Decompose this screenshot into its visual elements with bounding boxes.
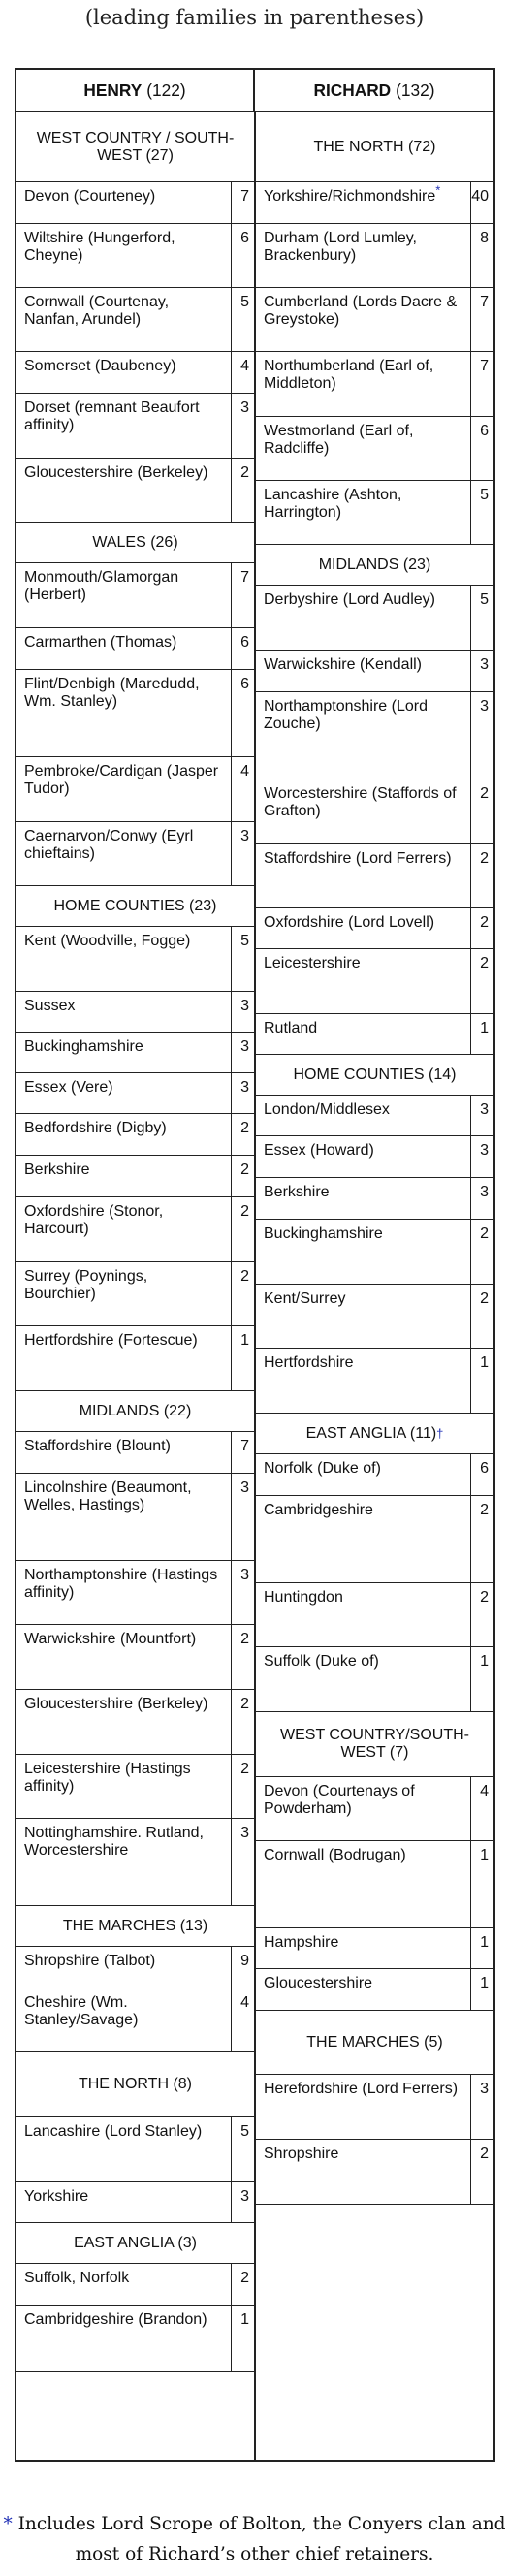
county-name [16,927,231,991]
retainer-count: 2 [231,1625,254,1689]
county-name [16,1690,231,1754]
retainer-count: 6 [231,670,254,756]
retainer-count: 2 [470,1285,493,1348]
county-name [16,1156,231,1196]
retainer-count: 2 [470,908,493,948]
richard-county-row [256,1647,493,1712]
henry-region-header [16,886,254,927]
henry-county-row [16,1073,254,1114]
retainer-count: 3 [231,1561,254,1624]
henry-county-row [16,459,254,523]
county-label: Lancashire (Lord Stanley) [24,2123,203,2140]
richard-county-row [256,1496,493,1583]
richard-county-row [256,844,493,908]
county-name [16,2117,231,2181]
county-label: Buckinghamshire [24,1038,143,1055]
henry-county-row [16,1432,254,1474]
retainer-count: 3 [231,394,254,458]
county-name [256,352,470,416]
table-header-row [16,70,493,112]
henry-county-row [16,1690,254,1755]
county-label: Cumberland (Lords Dacre & Greystoke) [264,294,458,328]
county-label: Cambridgeshire (Brandon) [24,2311,207,2328]
county-label: Cheshire (Wm. Stanley/Savage) [24,1994,139,2028]
richard-county-row [256,779,493,844]
county-name [16,2264,231,2305]
retainer-count: 4 [231,757,254,821]
county-name [256,182,470,223]
county-name [16,1474,231,1560]
retainer-count: 7 [470,288,493,351]
richard-header-count: (132) [396,80,435,100]
region-label: EAST ANGLIA (11) [305,1424,437,1442]
county-name [256,1349,470,1413]
footnote [0,2509,509,2569]
richard-county-row [256,1136,493,1178]
henry-county-row [16,394,254,459]
retainer-count: 8 [470,224,493,287]
henry-county-row [16,563,254,628]
county-label: Carmarthen (Thomas) [24,634,177,651]
henry-county-row [16,992,254,1033]
richard-county-row [256,1928,493,1969]
retainer-count: 3 [231,2182,254,2222]
retainer-count: 5 [470,481,493,544]
county-label: Staffordshire (Lord Ferrers) [264,850,452,867]
henry-region-header [16,2052,254,2117]
county-label: Dorset (remnant Beaufort affinity) [24,399,200,433]
richard-region-header [256,1055,493,1096]
richard-county-row [256,1178,493,1220]
richard-county-row [256,1349,493,1414]
county-label: Kent/Surrey [264,1290,346,1307]
county-label: Essex (Vere) [24,1079,113,1096]
retainer-count: 4 [470,1777,493,1840]
county-label: Hampshire [264,1934,339,1951]
henry-header [16,70,255,112]
county-name [16,1561,231,1624]
henry-county-row [16,1561,254,1625]
retainer-count: 2 [470,949,493,1013]
county-name [256,1928,470,1968]
henry-county-row [16,1625,254,1690]
retainer-count: 3 [470,2075,493,2139]
county-label: Northumberland (Earl of, Middleton) [264,358,434,392]
retainer-count: 6 [231,224,254,287]
table-subtitle: (leading families in parentheses) [84,6,425,29]
retainer-count: 2 [470,844,493,907]
retainer-count: 1 [470,1647,493,1711]
region-label: MIDLANDS (22) [79,1402,192,1419]
retainer-count: 1 [470,1841,493,1927]
richard-region-header [256,112,493,182]
county-label: Leicestershire (Hastings affinity) [24,1761,191,1795]
richard-county-row [256,481,493,545]
richard-county-row [256,949,493,1014]
region-label: EAST ANGLIA (3) [74,2234,197,2251]
county-label: Gloucestershire (Berkeley) [24,1696,208,1712]
retainer-count: 7 [231,182,254,223]
henry-county-row [16,927,254,992]
richard-county-row [256,1583,493,1647]
county-name [16,1197,231,1261]
county-name [256,779,470,843]
county-label: Pembroke/Cardigan (Jasper Tudor) [24,763,219,797]
county-name [16,757,231,821]
county-name [16,1755,231,1818]
county-name [16,459,231,522]
footnote-text: Includes Lord Scrope of Bolton, the Conyers clan and most of Richard’s other chief retainers. [17,2514,506,2564]
retainer-count: 4 [231,1988,254,2051]
region-label: HOME COUNTIES (14) [293,1065,457,1083]
county-name [256,844,470,907]
region-label: WALES (26) [92,533,178,551]
table-body [16,112,493,2460]
retainer-count: 5 [231,2117,254,2181]
henry-county-row [16,288,254,352]
henry-county-row [16,1197,254,1262]
county-name [256,1285,470,1348]
henry-county-row [16,1156,254,1197]
henry-header-count: (122) [146,80,186,100]
richard-header-name: RICHARD [313,80,392,100]
county-name [16,394,231,458]
county-label: Worcestershire (Staffords of Grafton) [264,785,457,819]
county-label: Gloucestershire (Berkeley) [24,464,208,481]
county-name [16,1326,231,1390]
county-name [16,2182,231,2222]
county-name [16,628,231,669]
richard-region-header: EAST ANGLIA (11) † [256,1414,493,1454]
henry-county-row [16,352,254,394]
richard-county-row [256,651,493,692]
retainer-count: 4 [231,352,254,393]
retainer-count: 3 [470,692,493,779]
retainer-count: 3 [231,992,254,1032]
county-name [256,1178,470,1219]
county-name [256,692,470,779]
county-label: Northamptonshire (Hastings affinity) [24,1567,218,1601]
region-label: THE NORTH (72) [313,138,436,155]
henry-county-row [16,182,254,224]
county-label: Cornwall (Courtenay, Nanfan, Arundel) [24,294,170,328]
county-label: Leicestershire [264,955,361,971]
henry-county-row [16,1988,254,2052]
retainer-count: 3 [231,1073,254,1113]
henry-county-row [16,1114,254,1156]
county-label: Gloucestershire [264,1975,373,1991]
henry-county-row [16,1033,254,1073]
county-name [16,1947,231,1988]
county-label: Northamptonshire (Lord Zouche) [264,698,428,732]
county-name [16,1988,231,2051]
retainer-count: 2 [470,1583,493,1646]
county-label: Sussex [24,998,76,1014]
county-name [256,1777,470,1840]
county-name [256,908,470,948]
retainer-count: 7 [231,1432,254,1473]
richard-county-row [256,908,493,949]
henry-county-row [16,1819,254,1906]
county-name [16,1073,231,1113]
county-name [256,417,470,480]
county-name [256,1647,470,1711]
county-name [256,1496,470,1582]
richard-county-row [256,1777,493,1841]
county-name [256,1841,470,1927]
county-label: Cambridgeshire [264,1502,373,1518]
retainer-count: 3 [470,1136,493,1177]
region-label: THE MARCHES (13) [62,1917,208,1934]
retainer-count: 2 [231,1156,254,1196]
county-label: Lancashire (Ashton, Harrington) [264,487,402,521]
county-name [16,670,231,756]
retainer-count: 7 [231,563,254,627]
richard-county-row [256,2140,493,2205]
county-label: Buckinghamshire [264,1225,383,1242]
retainer-count: 2 [470,2140,493,2204]
henry-column [16,112,256,2460]
county-label: Essex (Howard) [264,1142,374,1159]
henry-county-row [16,628,254,670]
county-name [256,288,470,351]
county-name [16,1033,231,1072]
region-label: HOME COUNTIES (23) [53,897,217,914]
retainer-count: 9 [231,1947,254,1988]
retainer-count: 2 [231,1755,254,1818]
retainer-count: 3 [231,822,254,885]
henry-county-row [16,1262,254,1326]
county-name [256,1220,470,1284]
county-label: Bedfordshire (Digby) [24,1120,167,1136]
richard-county-row [256,288,493,352]
retainer-count: 3 [231,1033,254,1072]
county-label: Shropshire (Talbot) [24,1953,156,1969]
county-label: Yorkshire [24,2188,89,2205]
county-label: Oxfordshire (Stonor, Harcourt) [24,1203,164,1237]
retainer-count: 2 [231,1197,254,1261]
richard-county-row [256,1096,493,1136]
county-name [256,949,470,1013]
county-label: Rutland [264,1020,318,1036]
retainer-count: 2 [231,459,254,522]
retainer-count: 6 [231,628,254,669]
henry-county-row [16,1755,254,1819]
region-label: THE NORTH (8) [78,2076,193,2092]
county-name [256,224,470,287]
henry-county-row [16,670,254,757]
retainer-count: 2 [470,1220,493,1284]
retainer-count: 7 [470,352,493,416]
county-name [16,1432,231,1473]
richard-empty-cell [256,2205,493,2460]
county-name [256,586,470,650]
richard-county-row [256,1969,493,2011]
richard-county-row [256,182,493,224]
county-label: Wiltshire (Hungerford, Cheyne) [24,230,175,264]
county-label: Suffolk (Duke of) [264,1653,379,1670]
richard-column [256,112,493,2460]
retainer-count: 3 [231,1819,254,1905]
retainer-count: 3 [470,1096,493,1135]
henry-county-row [16,2306,254,2372]
richard-county-row [256,1454,493,1496]
henry-county-row [16,224,254,288]
retainer-count: 1 [231,2306,254,2371]
richard-county-row [256,1285,493,1349]
county-name [16,1114,231,1155]
richard-county-row [256,692,493,779]
county-name [256,1583,470,1646]
county-name [256,1136,470,1177]
county-label: Herefordshire (Lord Ferrers) [264,2081,459,2097]
richard-county-row [256,586,493,651]
henry-county-row [16,1326,254,1391]
retainer-count: 3 [470,1178,493,1219]
county-label: Kent (Woodville, Fogge) [24,933,191,949]
county-label: Derbyshire (Lord Audley) [264,591,435,608]
county-label: Suffolk, Norfolk [24,2270,130,2286]
county-name [256,1454,470,1495]
retainer-count: 2 [231,2264,254,2305]
henry-county-row [16,757,254,822]
county-name [16,352,231,393]
retainer-count: 1 [470,1349,493,1413]
henry-county-row [16,1474,254,1561]
richard-county-row [256,2075,493,2140]
retainer-count: 5 [470,586,493,650]
county-label: Yorkshire/Richmondshire [264,188,436,205]
county-label: Hertfordshire [264,1354,354,1371]
retainer-count: 2 [470,1496,493,1582]
county-name [256,651,470,691]
henry-region-header [16,1906,254,1947]
retainer-count: 1 [470,1969,493,2010]
henry-region-header [16,112,254,182]
footnote-marker: * [3,2514,13,2534]
retainer-count: 2 [231,1114,254,1155]
county-label: Somerset (Daubeney) [24,358,176,374]
county-label: Surrey (Poynings, Bourchier) [24,1268,148,1302]
county-label: Devon (Courteney) [24,188,156,205]
county-label: Warwickshire (Kendall) [264,656,422,673]
county-name [256,1014,470,1054]
county-label: Monmouth/Glamorgan (Herbert) [24,569,179,603]
county-label: Norfolk (Duke of) [264,1460,381,1477]
county-name [16,288,231,351]
county-name [16,1262,231,1325]
region-label: WEST COUNTRY / SOUTH-WEST (27) [36,129,235,164]
richard-county-row [256,224,493,288]
retainer-count: 40 [470,182,493,223]
henry-county-row [16,2117,254,2182]
county-name [16,822,231,885]
region-label: MIDLANDS (23) [318,556,431,573]
retainer-count: 3 [231,1474,254,1560]
henry-region-header [16,2223,254,2264]
county-name [256,1969,470,2010]
county-label: Oxfordshire (Lord Lovell) [264,914,435,931]
region-label: THE MARCHES (5) [306,2033,443,2051]
county-name [16,563,231,627]
county-label: Warwickshire (Mountfort) [24,1631,197,1647]
county-footnote-marker: * [435,182,441,198]
henry-county-row [16,822,254,886]
retainer-count: 5 [231,288,254,351]
region-label: WEST COUNTRY/SOUTH-WEST (7) [280,1727,469,1761]
county-label: Berkshire [24,1161,90,1178]
county-label: London/Middlesex [264,1101,390,1118]
county-name [256,2140,470,2204]
county-name [16,182,231,223]
richard-region-header [256,1712,493,1777]
county-label: Cornwall (Bodrugan) [264,1847,406,1863]
affinity-table [15,68,495,2462]
henry-county-row [16,2182,254,2223]
county-name [16,224,231,287]
county-name [16,1625,231,1689]
richard-county-row [256,352,493,417]
retainer-count: 1 [470,1928,493,1968]
retainer-count: 2 [231,1262,254,1325]
retainer-count: 6 [470,1454,493,1495]
county-label: Berkshire [264,1184,330,1200]
county-label: Durham (Lord Lumley, Brackenbury) [264,230,417,264]
henry-header-name: HENRY [83,80,143,100]
county-name [256,2075,470,2139]
county-label: Hertfordshire (Fortescue) [24,1332,198,1349]
henry-county-row [16,2264,254,2306]
henry-region-header [16,1391,254,1432]
county-name [16,992,231,1032]
richard-county-row [256,417,493,481]
richard-header [255,70,493,112]
county-name [16,1819,231,1905]
county-label: Nottinghamshire. Rutland, Worcestershire [24,1825,204,1859]
county-label: Staffordshire (Blount) [24,1438,171,1454]
county-name [256,481,470,544]
richard-county-row [256,1220,493,1285]
richard-region-header [256,2011,493,2075]
retainer-count: 6 [470,417,493,480]
retainer-count: 1 [470,1014,493,1054]
richard-region-header [256,545,493,586]
county-name [256,1096,470,1135]
henry-county-row [16,1947,254,1988]
county-label: Flint/Denbigh (Maredudd, Wm. Stanley) [24,676,200,710]
retainer-count: 5 [231,927,254,991]
county-name [16,2306,231,2371]
henry-region-header [16,523,254,563]
retainer-count: 1 [231,1326,254,1390]
richard-county-row [256,1841,493,1928]
county-label: Westmorland (Earl of, Radcliffe) [264,423,414,457]
county-label: Devon (Courtenays of Powderham) [264,1783,415,1817]
county-label: Caernarvon/Conwy (Eyrl chieftains) [24,828,194,862]
county-label: Shropshire [264,2146,339,2162]
county-label: Huntingdon [264,1589,343,1606]
retainer-count: 2 [470,779,493,843]
retainer-count: 3 [470,651,493,691]
retainer-count: 2 [231,1690,254,1754]
county-label: Lincolnshire (Beaumont, Welles, Hastings) [24,1479,192,1513]
richard-county-row [256,1014,493,1055]
